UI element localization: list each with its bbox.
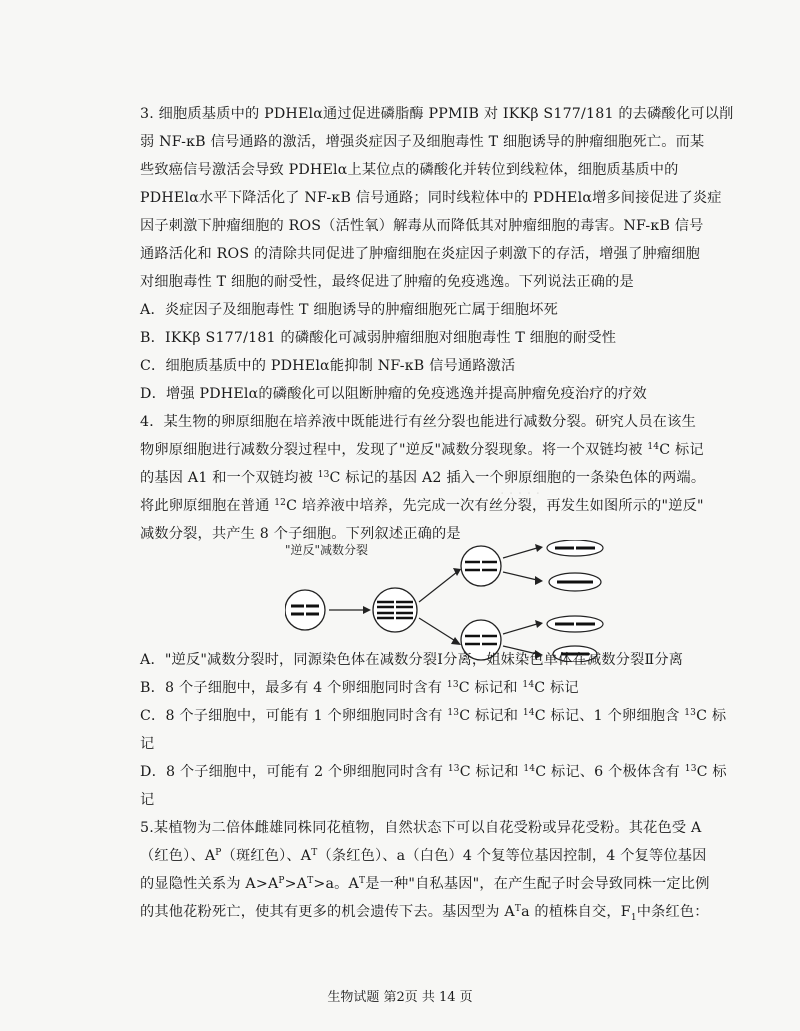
q3-option-a: A．炎症因子及细胞毒性 T 细胞诱导的肿瘤细胞死亡属于细胞坏死 bbox=[140, 302, 558, 318]
page-footer: 生物试题 第2页 共 14 页 bbox=[327, 990, 473, 1005]
question-3 bbox=[140, 100, 734, 408]
arrow-head bbox=[363, 606, 371, 614]
q3-line: 3. 细胞质基质中的 PDHElα通过促进磷脂酶 PPMIB 对 IKKβ S177/181 的去磷酸化可以削 bbox=[140, 106, 734, 122]
q4-option-d: D．8 个子细胞中，可能有 2 个卵细胞同时含有 $^{13}$C 标记和 $^{14}$C 标记、6 个极体含有 $^{13}$C 标 bbox=[140, 764, 727, 780]
q3-option-c: C．细胞质基质中的 PDHElα能抑制 NF-κB 信号通路激活 bbox=[140, 358, 516, 374]
bleed-through-text: · · · · · bbox=[500, 486, 541, 502]
question-4-options bbox=[140, 646, 725, 814]
q4-option-d-wrap: 记 bbox=[140, 792, 155, 808]
q3-line: 通路活化和 ROS 的清除共同促进了肿瘤细胞在炎症因子刺激下的存活，增强了肿瘤细胞 bbox=[140, 246, 701, 262]
q3-line: 对细胞毒性 T 细胞的耐受性，最终促进了肿瘤的免疫逃逸。下列说法正确的是 bbox=[140, 274, 634, 290]
question-5 bbox=[140, 814, 725, 926]
q4-line: 减数分裂，共产生 8 个子细胞。下列叙述正确的是 bbox=[140, 526, 461, 542]
q4-option-c: C．8 个子细胞中，可能有 1 个卵细胞同时含有 $^{13}$C 标记和 $^{14}$C 标记、1 个卵细胞含 $^{13}$C 标 bbox=[140, 708, 727, 724]
q4-option-a: A．"逆反"减数分裂时，同源染色体在减数分裂Ⅰ分离，姐妹染色单体在减数分裂Ⅱ分离 bbox=[140, 652, 684, 668]
q4-option-c-wrap: 记 bbox=[140, 736, 155, 752]
q4-line: 的基因 A1 和一个双链均被 $^{13}$C 标记的基因 A2 插入一个卵原细胞的一条染色体的两端。 bbox=[140, 470, 706, 486]
diagram-label: "逆反"减数分裂 bbox=[285, 543, 369, 557]
q4-option-b: B．8 个子细胞中，最多有 4 个卵细胞同时含有 $^{13}$C 标记和 $^{14}$C 标记 bbox=[140, 680, 579, 696]
q5-line: （红色）、$A^P$（斑红色）、$A^T$（条红色）、a（白色）4 个复等位基因控制，4 个复等位基因 bbox=[140, 848, 707, 864]
question-4 bbox=[140, 408, 725, 548]
reverse-meiosis-diagram bbox=[285, 540, 625, 662]
q5-line: 的显隐性关系为 $A>A^P>A^T>a$。$A^T$是一种"自私基因"，在产生配子时会导致同株一定比例 bbox=[140, 876, 710, 892]
q3-line: 些致癌信号激活会导致 PDHElα上某位点的磷酸化并转位到线粒体，细胞质基质中的 bbox=[140, 162, 679, 178]
q3-line: 弱 NF-κB 信号通路的激活，增强炎症因子及细胞毒性 T 细胞诱导的肿瘤细胞死亡。而某 bbox=[140, 134, 705, 150]
q3-line: 因子刺激下肿瘤细胞的 ROS（活性氧）解毒从而降低其对肿瘤细胞的毒害。NF-κB 信号 bbox=[140, 218, 704, 234]
arrow bbox=[419, 618, 457, 642]
q4-line: 物卵原细胞进行减数分裂过程中，发现了"逆反"减数分裂现象。将一个双链均被 $^{14}$C 标记 bbox=[140, 442, 704, 458]
arrow bbox=[419, 572, 457, 602]
q5-line: 的其他花粉死亡，使其有更多的机会遗传下去。基因型为 $A^Ta$ 的植株自交，$F_1$中条红色： bbox=[140, 904, 709, 923]
q5-line: 5.某植物为二倍体雌雄同株同花植物，自然状态下可以自花受粉或异花受粉。其花色受 A bbox=[140, 820, 702, 836]
q3-line: PDHElα水平下降活化了 NF-κB 信号通路；同时线粒体中的 PDHElα增多间接促进了炎症 bbox=[140, 190, 722, 206]
arrow-head bbox=[451, 637, 461, 645]
q4-line: 4．某生物的卵原细胞在培养液中既能进行有丝分裂也能进行减数分裂。研究人员在该生 bbox=[140, 414, 696, 430]
q4-line: 将此卵原细胞在普通 $^{12}$C 培养液中培养，先完成一次有丝分裂，再发生如图所示的"逆反" bbox=[140, 498, 704, 514]
q3-option-d: D．增强 PDHElα的磷酸化可以阻断肿瘤的免疫逃逸并提高肿瘤免疫治疗的疗效 bbox=[140, 386, 647, 402]
q3-option-b: B．IKKβ S177/181 的磷酸化可减弱肿瘤细胞对细胞毒性 T 细胞的耐受性 bbox=[140, 330, 617, 346]
